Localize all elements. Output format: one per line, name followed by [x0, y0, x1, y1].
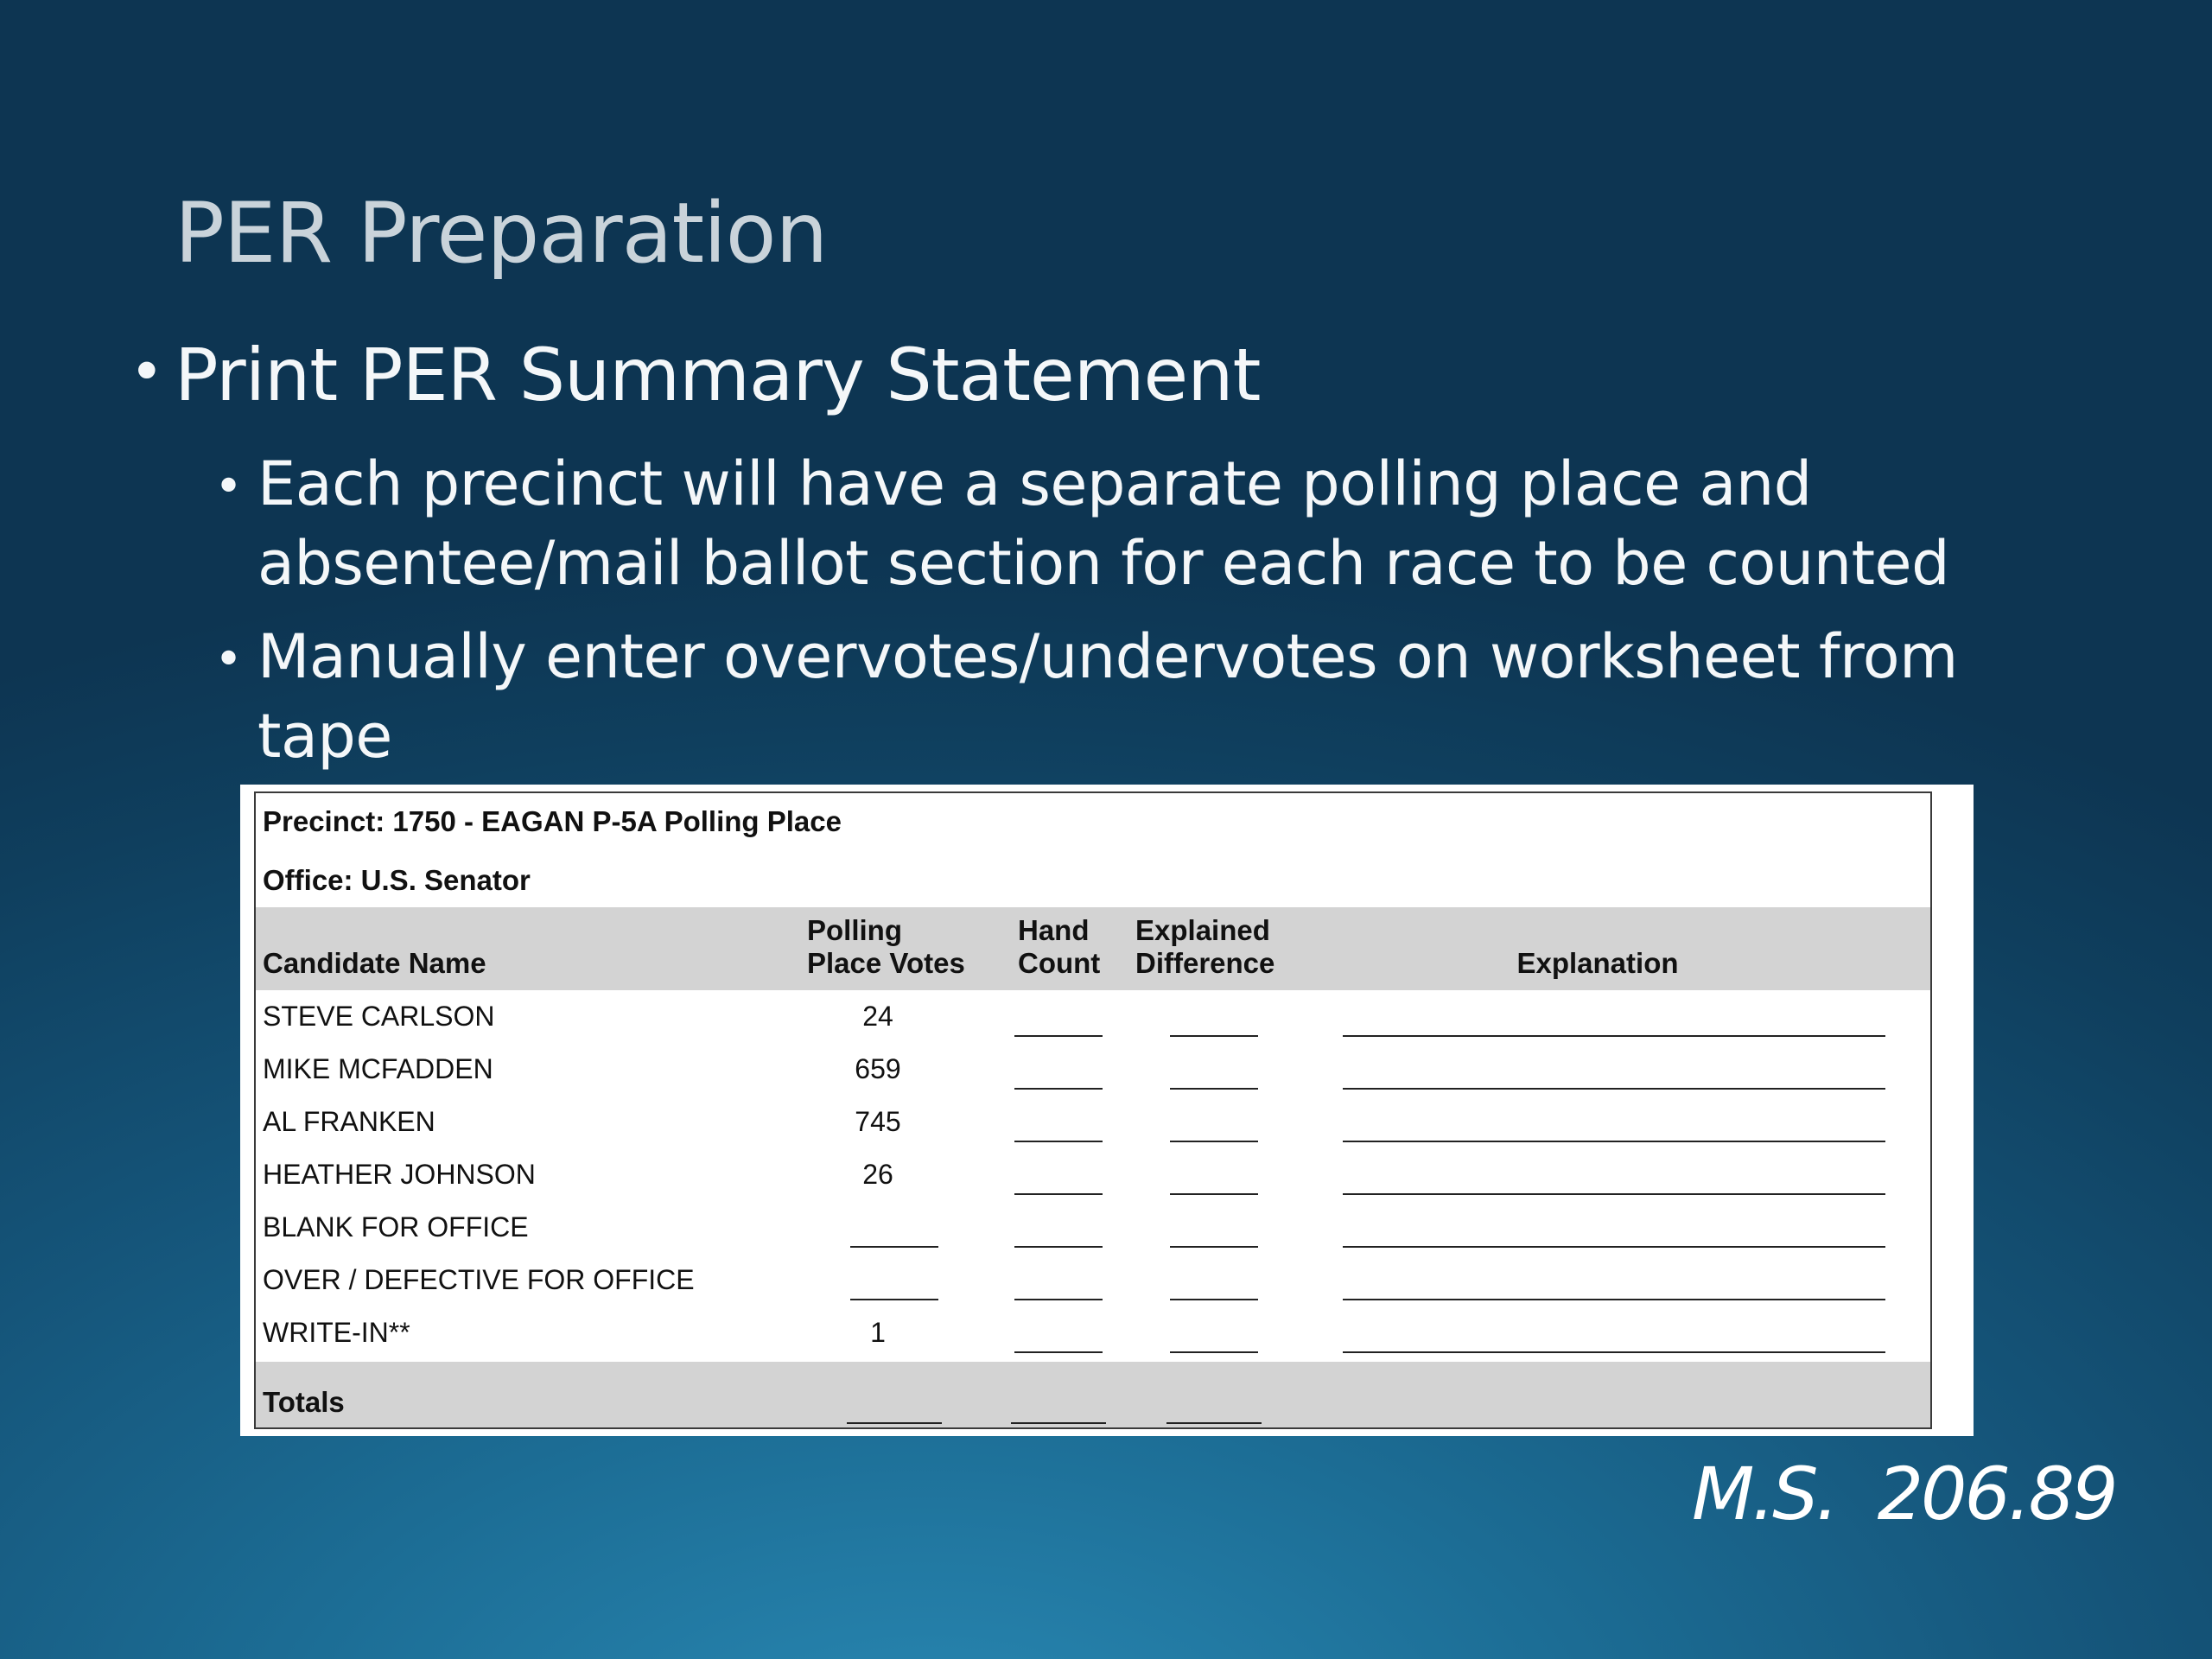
- candidate-name: AL FRANKEN: [263, 1106, 435, 1137]
- polling-votes-blank: [850, 1299, 938, 1300]
- per-summary-statement-table: [254, 791, 1932, 1429]
- bullet-marker: •: [214, 459, 243, 515]
- polling-place-votes: 659: [855, 1053, 901, 1084]
- header-hand-line2: Count: [1018, 947, 1101, 979]
- explained-difference-blank: [1170, 1193, 1258, 1195]
- candidate-name: BLANK FOR OFFICE: [263, 1211, 529, 1243]
- header-hand-line1: Hand: [1018, 914, 1090, 946]
- sub-bullet-text: Each precinct will have a separate polling place and absentee/mail ballot section for each race to be counted: [257, 448, 1950, 599]
- explanation-blank: [1343, 1088, 1885, 1090]
- candidate-name: STEVE CARLSON: [263, 1001, 495, 1032]
- explanation-blank: [1343, 1299, 1885, 1300]
- slide-title: PER Preparation: [175, 185, 828, 282]
- hand-count-blank: [1014, 1193, 1103, 1195]
- table-row: [256, 1097, 1930, 1150]
- total-explained-difference-blank: [1166, 1422, 1262, 1424]
- main-bullet-text: Print PER Summary Statement: [175, 333, 1261, 417]
- explanation-blank: [1343, 1035, 1885, 1037]
- bullet-marker: •: [214, 632, 243, 688]
- table-row: [256, 1308, 1930, 1361]
- sub-bullet-precinct-sections: [214, 444, 2037, 603]
- header-explained-line2: Difference: [1135, 947, 1275, 979]
- polling-votes-blank: [850, 1246, 938, 1248]
- explanation-blank: [1343, 1246, 1885, 1248]
- precinct-heading: Precinct: 1750 - EAGAN P-5A Polling Place: [263, 805, 842, 837]
- table-row: [256, 1045, 1930, 1097]
- explanation-blank: [1343, 1193, 1885, 1195]
- sub-bullet-manual-entry: [214, 617, 2037, 776]
- header-polling-line1: Polling: [807, 914, 902, 946]
- polling-place-votes: 1: [870, 1317, 886, 1348]
- polling-place-votes: 745: [855, 1106, 901, 1137]
- hand-count-blank: [1014, 1351, 1103, 1353]
- polling-place-votes: 24: [862, 1001, 893, 1032]
- table-row: [256, 1203, 1930, 1255]
- candidate-name: MIKE MCFADDEN: [263, 1053, 493, 1084]
- explained-difference-blank: [1170, 1299, 1258, 1300]
- header-explained-line1: Explained: [1135, 914, 1270, 946]
- hand-count-blank: [1014, 1299, 1103, 1300]
- explained-difference-blank: [1170, 1035, 1258, 1037]
- table-row: [256, 1150, 1930, 1203]
- table-row: [256, 992, 1930, 1045]
- header-candidate-name: Candidate Name: [263, 947, 486, 979]
- header-polling-line2: Place Votes: [807, 947, 965, 979]
- office-heading: Office: U.S. Senator: [263, 864, 531, 896]
- header-explanation: Explanation: [1516, 947, 1679, 979]
- hand-count-blank: [1014, 1141, 1103, 1142]
- explained-difference-blank: [1170, 1141, 1258, 1142]
- explained-difference-blank: [1170, 1088, 1258, 1090]
- bullet-marker: •: [130, 338, 163, 405]
- totals-row: [256, 1362, 1930, 1427]
- per-summary-statement-image: [240, 785, 1974, 1436]
- sub-bullet-text: Manually enter overvotes/undervotes on worksheet from tape: [257, 621, 1958, 772]
- total-hand-count-blank: [1011, 1422, 1106, 1424]
- main-bullet: [130, 333, 1261, 417]
- polling-place-votes: 26: [862, 1159, 893, 1190]
- explained-difference-blank: [1170, 1351, 1258, 1353]
- candidate-name: OVER / DEFECTIVE FOR OFFICE: [263, 1264, 695, 1295]
- explanation-blank: [1343, 1141, 1885, 1142]
- candidate-name: HEATHER JOHNSON: [263, 1159, 536, 1190]
- total-polling-votes-blank: [847, 1422, 942, 1424]
- explained-difference-blank: [1170, 1246, 1258, 1248]
- hand-count-blank: [1014, 1246, 1103, 1248]
- table-row: [256, 1255, 1930, 1308]
- totals-label: Totals: [263, 1386, 345, 1418]
- hand-count-blank: [1014, 1088, 1103, 1090]
- header-explained-difference: [1135, 914, 1274, 980]
- candidate-name: WRITE-IN**: [263, 1317, 410, 1348]
- header-polling-place-votes: [807, 914, 965, 980]
- explanation-blank: [1343, 1351, 1885, 1353]
- hand-count-blank: [1014, 1035, 1103, 1037]
- statute-citation: M.S. 206.89: [1692, 1452, 2116, 1536]
- header-hand-count: [1018, 914, 1100, 980]
